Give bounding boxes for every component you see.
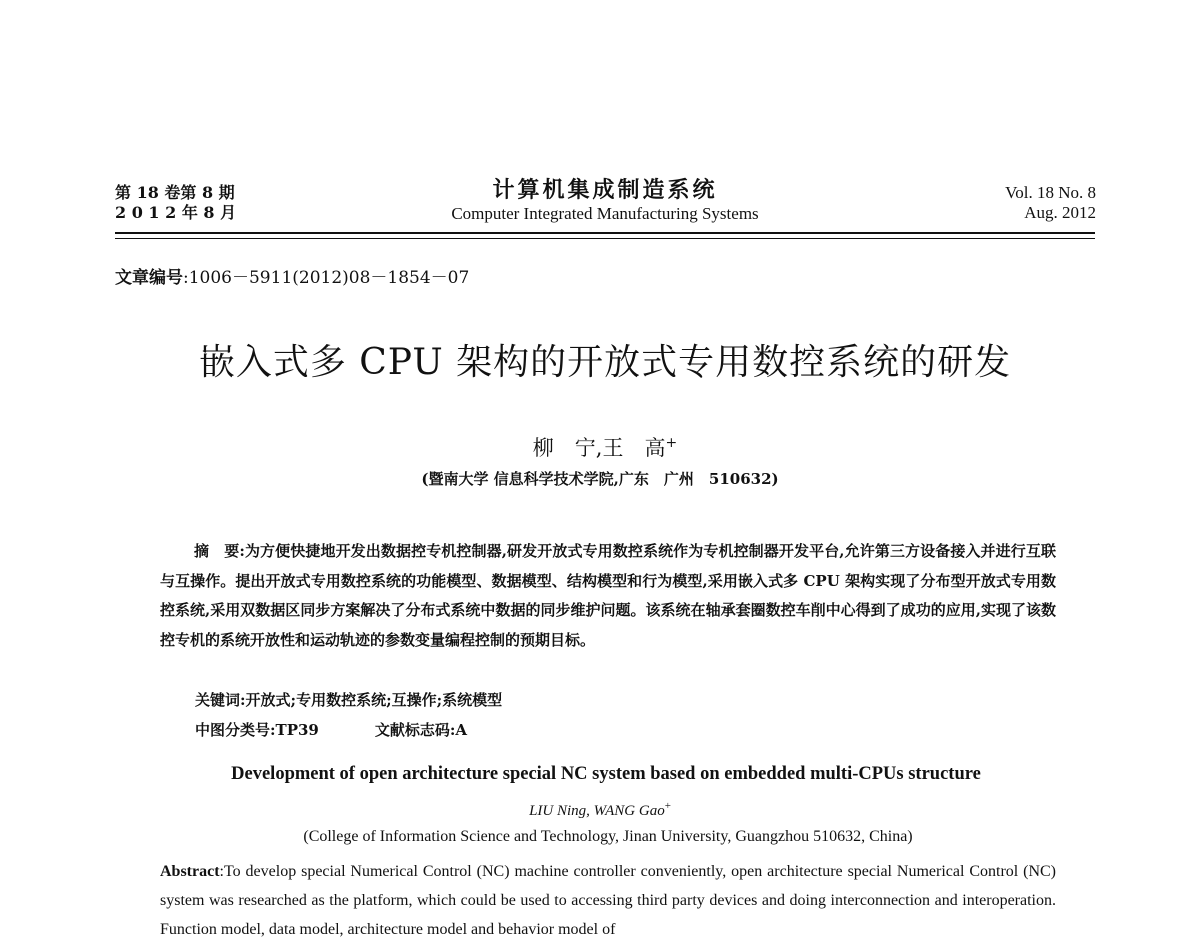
abstract-cn — [160, 537, 1056, 655]
article-number — [115, 263, 469, 288]
doc-code-label: 文献标志码 — [374, 721, 450, 739]
article-number-value: :1006－5911(2012)08－1854－07 — [183, 268, 470, 288]
abstract-cn-text: :为方便快捷地开发出数据控专机控制器,研发开放式专用数控系统作为专机控制器开发平台,允许第三方设备接入并进行互联与互操作。提出开放式专用数控系统的功能模型、数据模型、结构模型和行为模型,采用嵌入式多 CPU 架构实现了分布型开放式专用数控系统,采用双数据区同步方案解决了分布式系统中数据的同步维护问题。该系统在轴承套圈数控车削中心得到了成功的应用,实现了该数控专机的系统开放性和运动轨迹的参数变量编程控制的预期目标。 — [160, 542, 1056, 649]
abstract-en-text: :To develop special Numerical Control (NC) machine controller conveniently, open architecture special Numerical Control (NC) system was researched as the platform, which could be used to accessing third party devices and doing interconnection and interoperation. Function model, data model, architecture model and behavior model of — [160, 863, 1056, 938]
header-rule-thin — [115, 238, 1095, 239]
abstract-en-label: Abstract — [160, 863, 220, 880]
article-number-label: 文章编号 — [115, 268, 183, 288]
volume-cn: 第 18 卷第 8 期 — [115, 183, 235, 202]
journal-name-cn: 计算机集成制造系统 — [492, 177, 718, 203]
affiliation-cn: (暨南大学 信息科学技术学院,广东 广州 510632) — [421, 470, 779, 488]
affiliation-en: (College of Information Science and Technology, Jinan University, Guangzhou 510632, China) — [303, 828, 913, 845]
volume-issue-cn — [115, 183, 236, 223]
abstract-en — [160, 857, 1056, 944]
authors-en — [400, 800, 800, 820]
journal-name-en: Computer Integrated Manufacturing Systems — [451, 204, 759, 223]
date-cn: 2 0 1 2 年 8 月 — [115, 203, 237, 222]
title-cn: 嵌入式多 CPU 架构的开放式专用数控系统的研发 — [198, 342, 1012, 383]
authors-en-names: LIU Ning, WANG Gao — [529, 803, 665, 819]
volume-en: Vol. 18 No. 8 — [1005, 183, 1096, 202]
journal-name — [380, 177, 830, 225]
clc-value: :TP39 — [270, 721, 319, 739]
authors-cn — [380, 432, 830, 462]
keywords-cn — [195, 689, 502, 710]
corresponding-mark-cn: + — [665, 435, 678, 451]
keywords-cn-label: 关键词 — [195, 691, 241, 709]
date-en: Aug. 2012 — [1024, 203, 1096, 222]
classification — [195, 719, 467, 740]
doc-code-value: :A — [449, 721, 468, 739]
keywords-cn-text: :开放式;专用数控系统;互操作;系统模型 — [240, 691, 503, 709]
abstract-cn-label: 摘 要 — [194, 542, 240, 560]
title-en: Development of open architecture special NC system based on embedded multi-CPUs structure — [231, 764, 981, 784]
corresponding-mark-en: + — [664, 800, 671, 812]
volume-issue-en — [1005, 183, 1096, 223]
clc-label: 中图分类号 — [195, 721, 271, 739]
header-rule-thick — [115, 232, 1095, 234]
authors-cn-names: 柳 宁,王 高 — [532, 436, 666, 460]
